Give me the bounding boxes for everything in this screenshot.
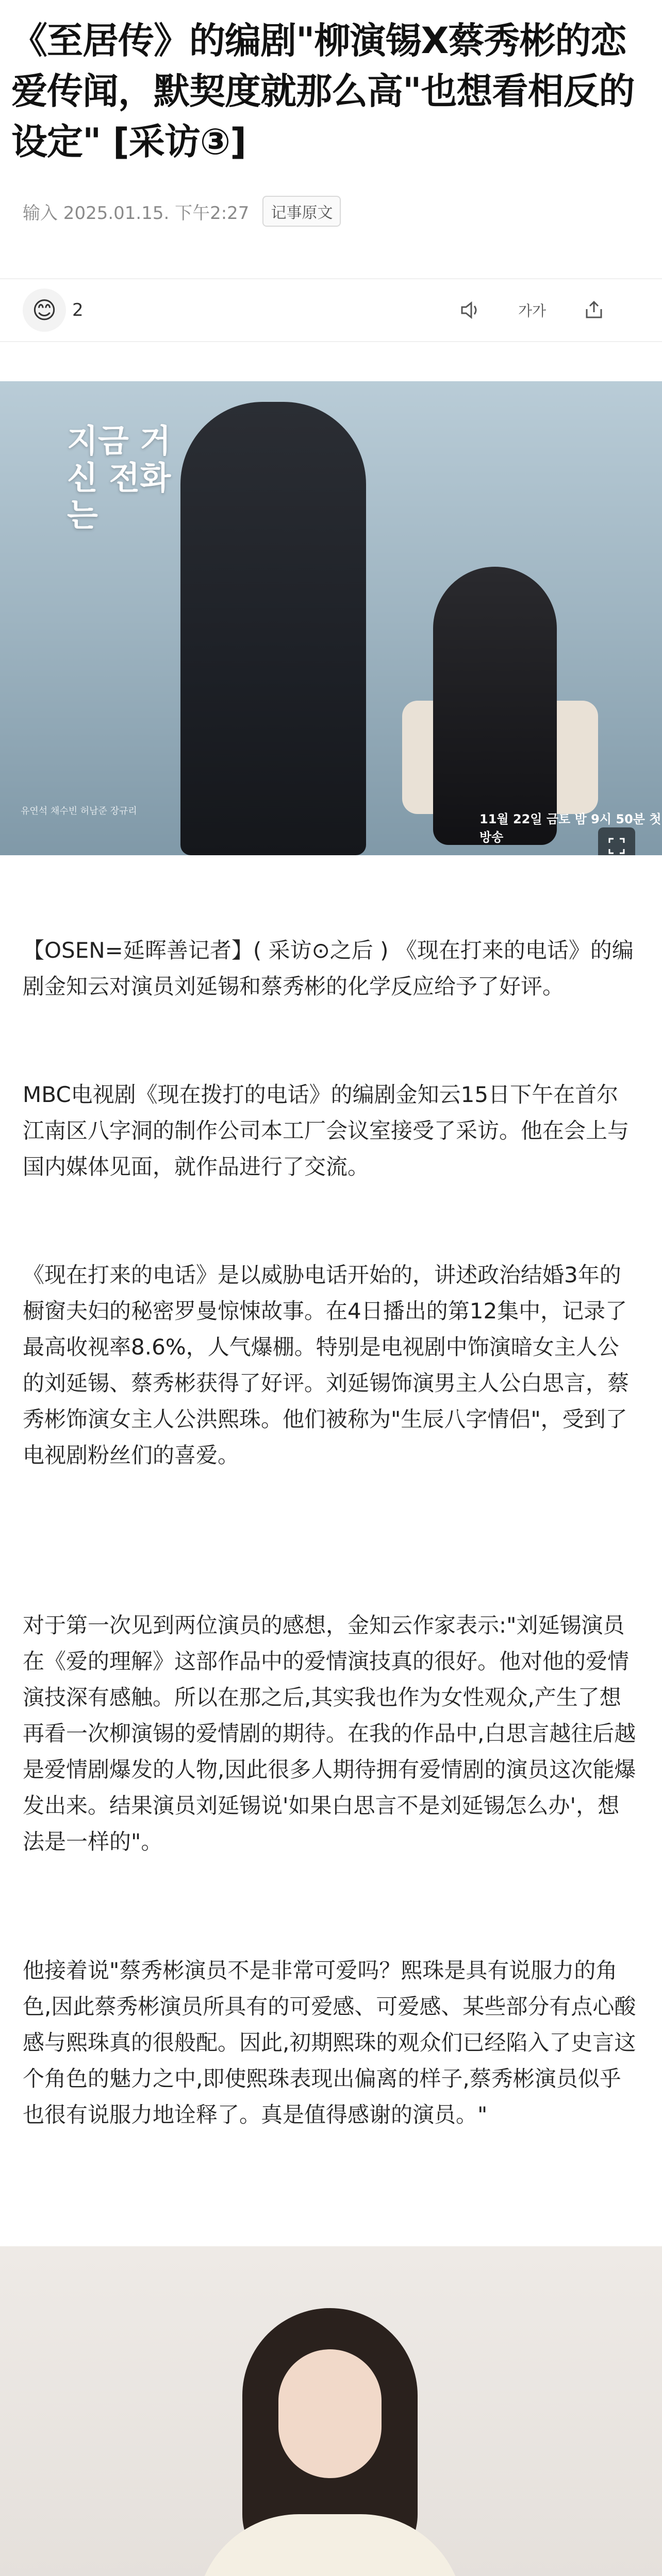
smile-reaction-icon: 😊 — [23, 289, 66, 332]
original-article-link[interactable]: 记事原文 — [262, 196, 341, 227]
paragraph: 他接着说"蔡秀彬演员不是非常可爱吗？熙珠是具有说服力的角色,因此蔡秀彬演员所具有的可爱感、可爱感、某些部分有点心酸感与熙珠真的很般配。因此,初期熙珠的观众们已经陷入了史言这个角色的魅力之中,即使熙珠表现出偏离的样子,蔡秀彬演员似乎也很有说服力地诠释了。真是值得感谢的演员。" — [23, 1958, 636, 2127]
paragraph: 《现在打来的电话》是以威胁电话开始的，讲述政治结婚3年的橱窗夫妇的秘密罗曼惊悚故事。在4日播出的第12集中，记录了最高收视率8.6%，人气爆棚。特别是电视剧中饰演暗女主人公的刘延锡、蔡秀彬获得了好评。刘延锡饰演男主人公白思言，蔡秀彬饰演女主人公洪熙珠。他们被称为"生辰八字情侣"，受到了电视剧粉丝们的喜爱。 — [23, 1262, 630, 1468]
publish-time: 输入 2025.01.15. 下午2:27 — [23, 202, 250, 224]
speaker-icon[interactable] — [454, 294, 487, 327]
paragraph: 【OSEN=延晖善记者】( 采访⊙之后 ) 《现在打来的电话》的编剧金知云对演员刘延锡和蔡秀彬的化学反应给予了好评。 — [23, 938, 634, 999]
reaction-count: 2 — [72, 300, 84, 320]
poster-broadcast: 11월 22일 금토 밤 9시 50분 첫방송 — [479, 812, 661, 844]
paragraph: MBC电视剧《现在拨打的电话》的编剧金知云15日下午在首尔江南区八字洞的制作公司本工厂会议室接受了采访。他在会上与国内媒体见面，就作品进行了交流。 — [23, 1082, 630, 1179]
drama-poster-image — [0, 381, 662, 855]
share-icon[interactable] — [577, 294, 610, 327]
action-bar — [0, 278, 662, 342]
poster-title: 지금 거신 전화는 — [67, 422, 171, 534]
expand-image-icon[interactable] — [598, 827, 635, 855]
poster-credits: 유연석 채수빈 허남준 장규리 — [21, 806, 137, 817]
paragraph: 对于第一次见到两位演员的感想，金知云作家表示:"刘延锡演员在《爱的理解》这部作品中的爱情演技真的很好。他对他的爱情演技深有感触。所以在那之后,其实我也作为女性观众,产生了想再看一次柳演锡的爱情剧的期待。在我的作品中,白思言越往后越是爱情剧爆发的人物,因此很多人期待拥有爱情剧的演员这次能爆发出来。结果演员刘延锡说'如果白思言不是刘延锡怎么办'，想法是一样的"。 — [23, 1613, 636, 1854]
reaction-button[interactable] — [23, 289, 84, 332]
article-meta — [23, 196, 341, 227]
font-size-icon[interactable] — [516, 294, 549, 327]
article-title: 《至居传》的编剧"柳演锡X蔡秀彬的恋爱传闻，默契度就那么高"也想看相反的设定" [采访③] — [11, 20, 635, 163]
writer-portrait-image — [0, 2246, 662, 2576]
poster-actor-figure — [180, 402, 366, 855]
portrait-sweater — [196, 2514, 464, 2576]
portrait-face — [278, 2349, 382, 2478]
poster-actress-figure — [433, 567, 557, 845]
font-size-label: 가가 — [518, 302, 547, 319]
